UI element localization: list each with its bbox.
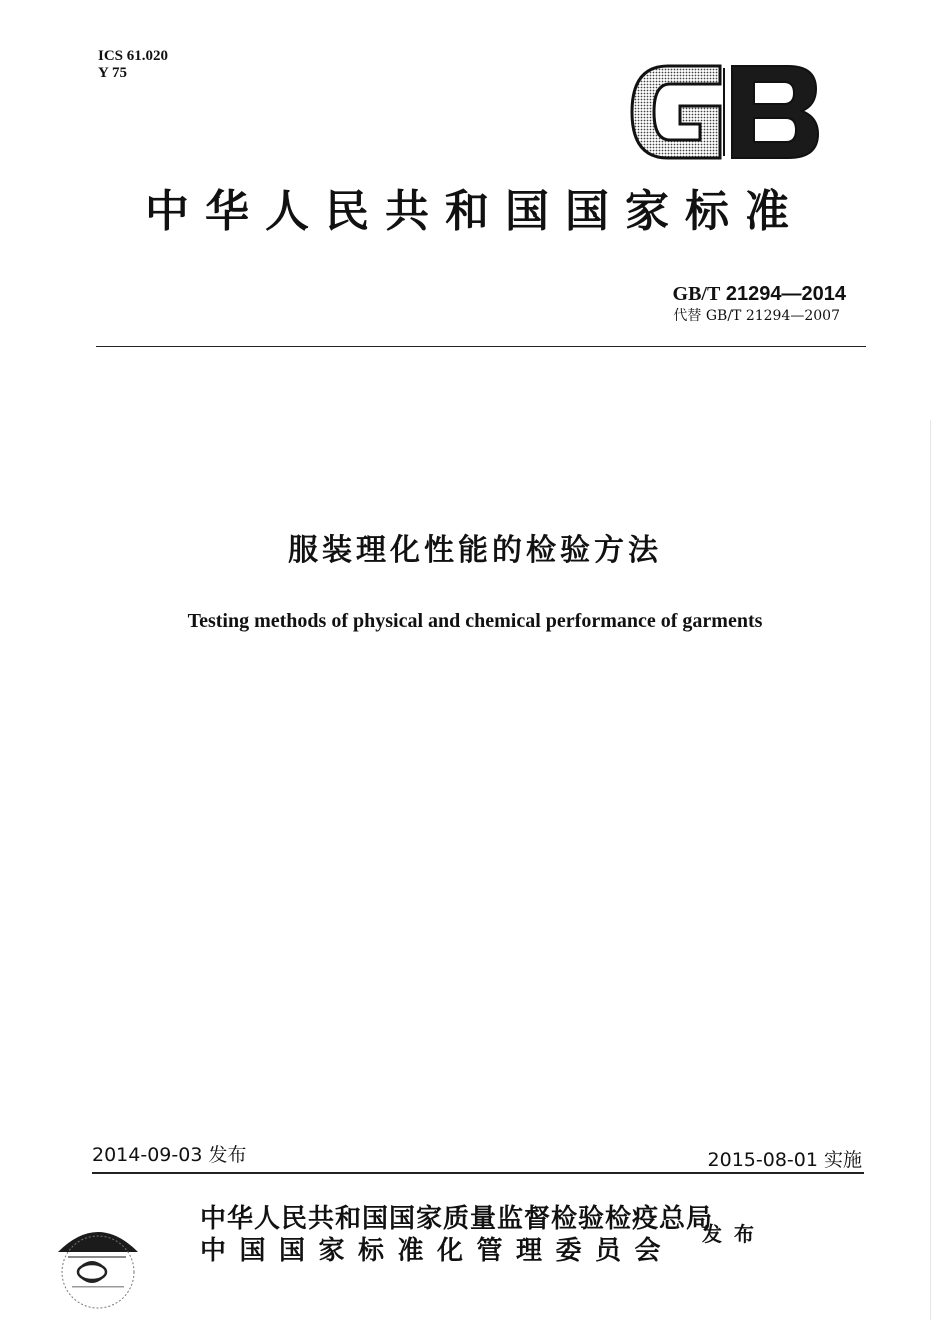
replaces-standard: 代替 GB/T 21294—2007 [673,308,840,324]
classification-codes [98,48,168,82]
standard-number [673,283,846,306]
seal-stamp-icon [52,1212,144,1312]
issuer-line-1: 中华人民共和国国家质量监督检验检疫总局 [200,1204,714,1234]
gb-logo-icon [628,62,820,162]
standard-number-prefix: GB/T [672,283,721,305]
publish-label: 发布 [702,1222,766,1246]
issuer-line-2: 中国国家标准化管理委员会 [200,1236,675,1266]
ics-code: ICS 61.020 [98,48,169,64]
top-divider [96,346,866,347]
document-title-cn: 服装理化性能的检验方法 [288,533,662,568]
publish-date: 2014-09-03 发布 [92,1144,247,1166]
ccs-code: Y 75 [98,65,128,81]
standard-number-value: 21294—2014 [725,283,846,305]
bottom-divider [92,1172,864,1174]
national-standard-title: 中华人民共和国国家标准 [145,186,805,237]
document-title-en: Testing methods of physical and chemical performance of garments [187,610,763,632]
implementation-date: 2015-08-01 实施 [707,1149,862,1171]
